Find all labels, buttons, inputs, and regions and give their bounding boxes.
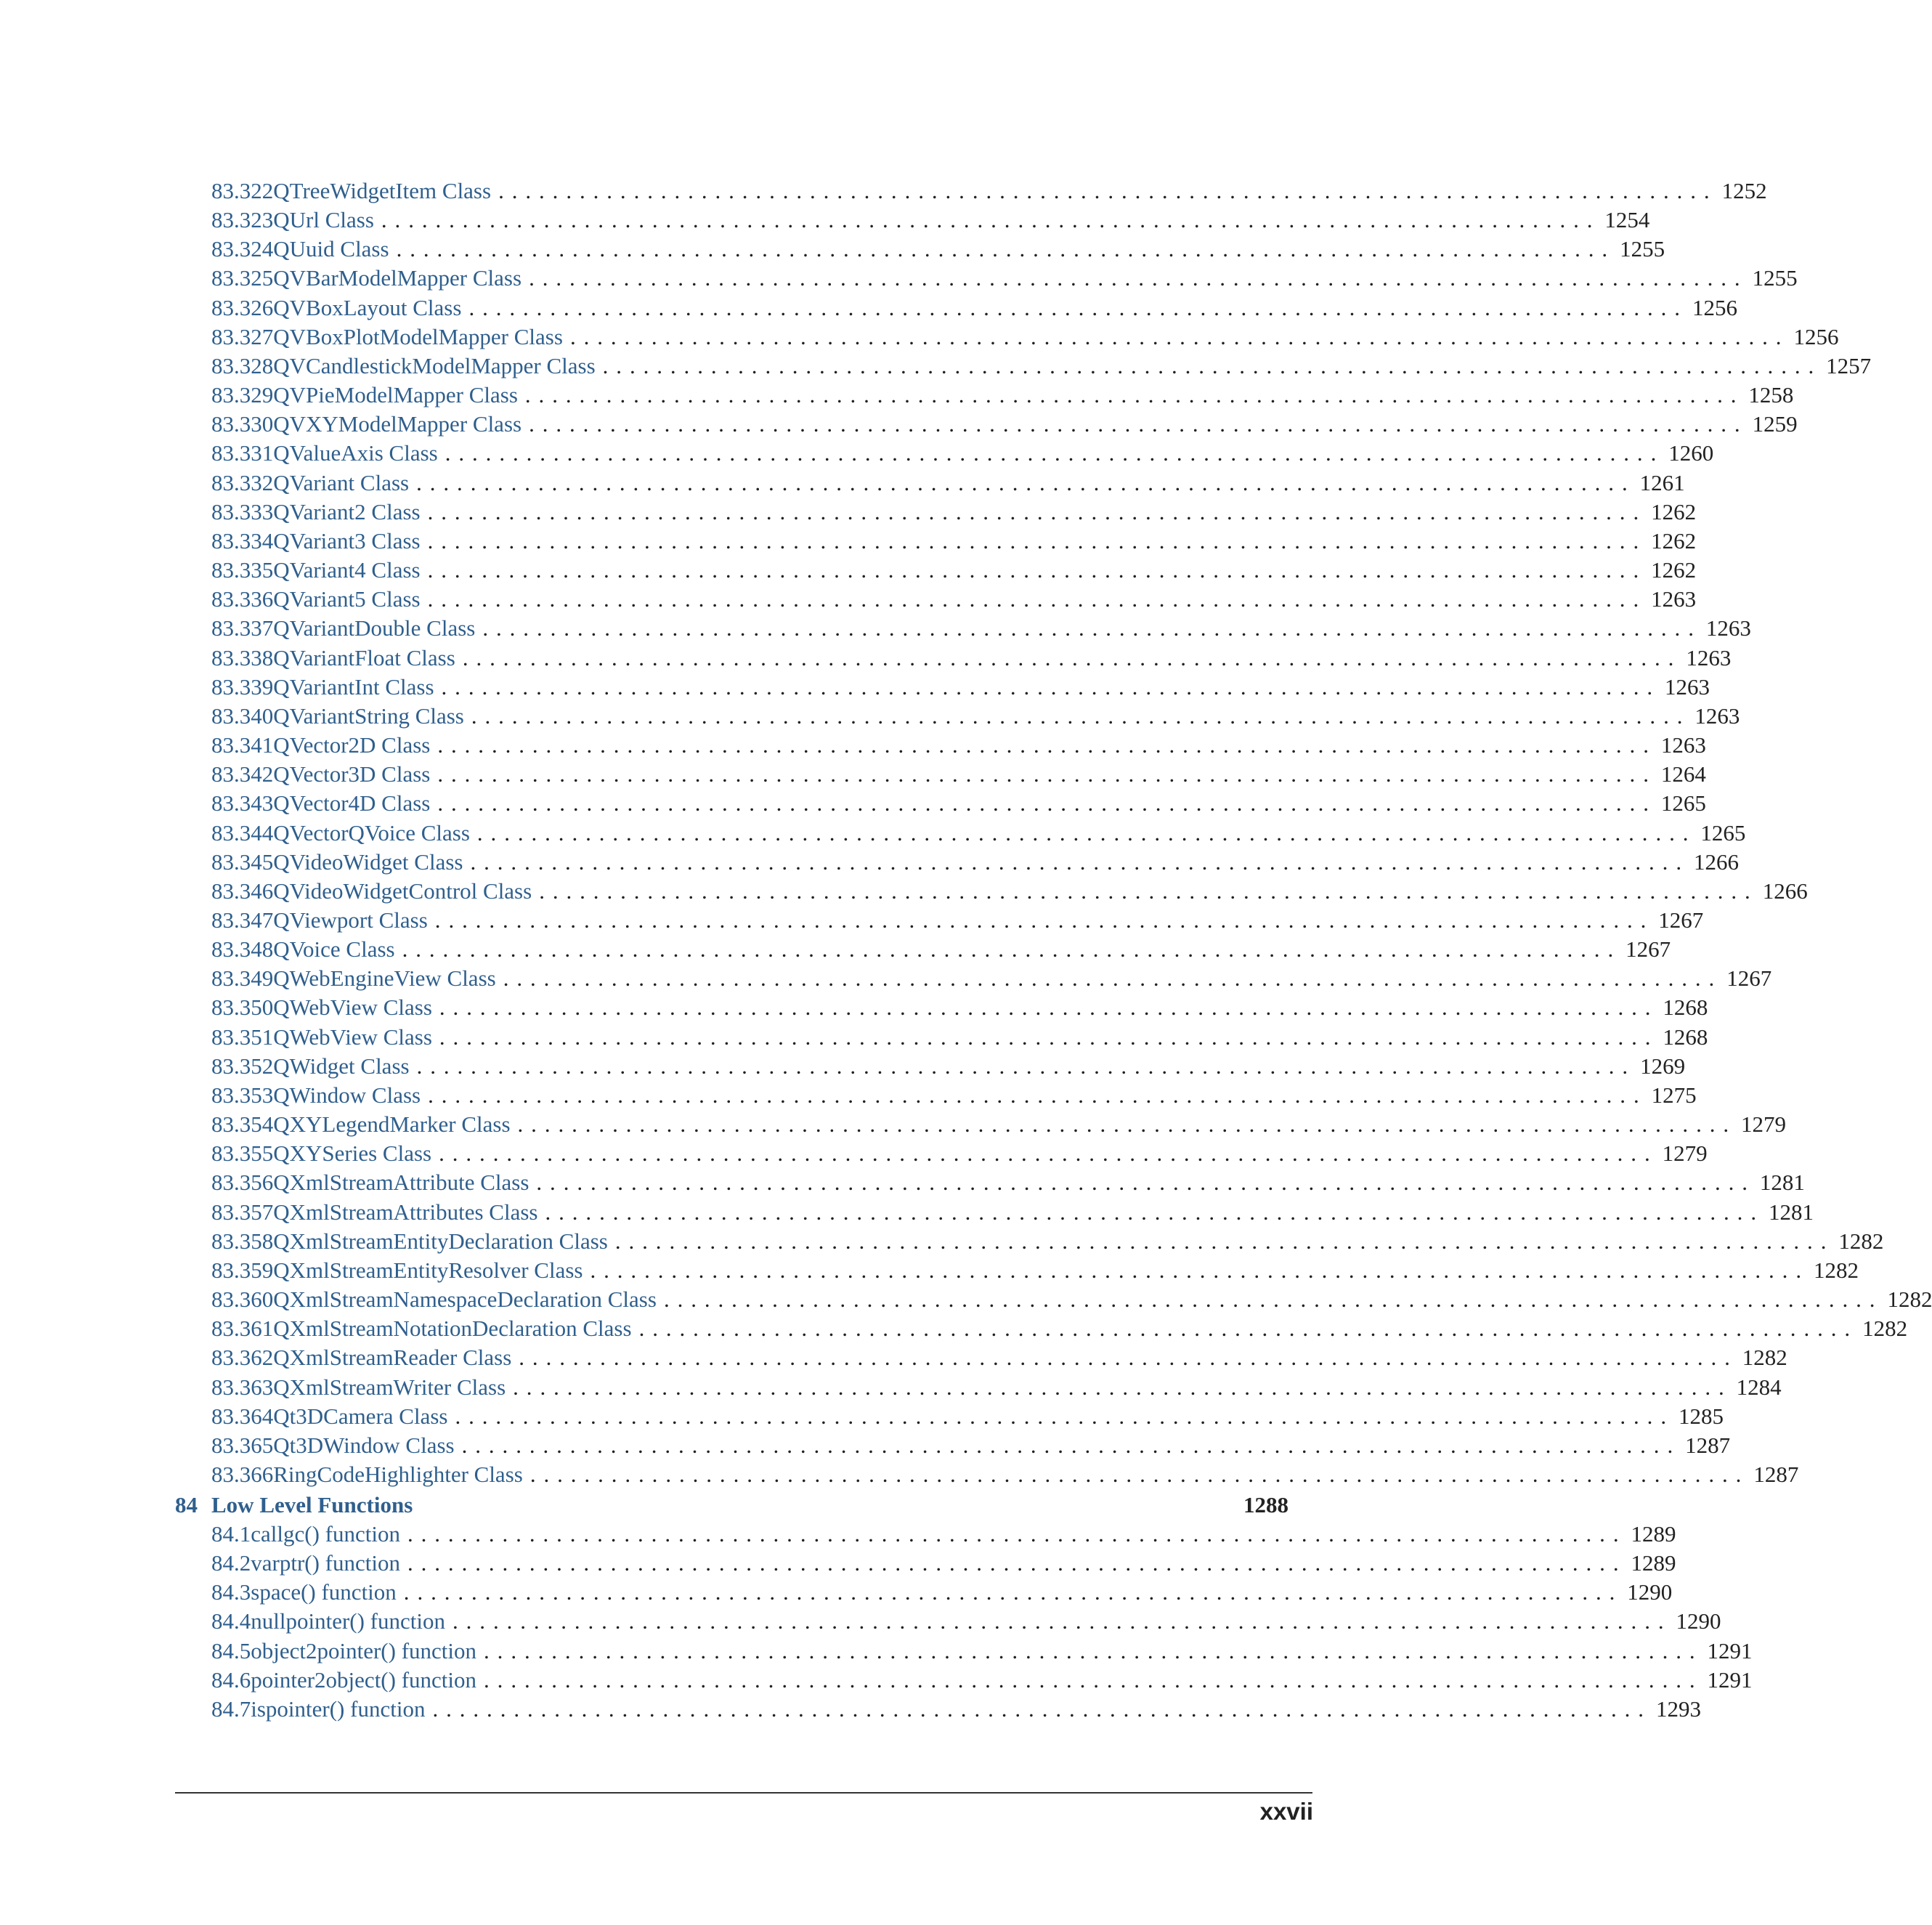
dot-leader: ..........................................................................................: [445, 440, 1665, 466]
dot-leader: ..........................................................................................: [439, 1140, 1658, 1167]
toc-entry-title: QVariant5 Class: [273, 586, 421, 612]
toc-entry-page: 1291: [1707, 1666, 1753, 1693]
dot-leader: ..........................................................................................: [434, 907, 1655, 933]
toc-entry-page: 1285: [1678, 1403, 1724, 1429]
toc-entry-page: 1263: [1705, 615, 1751, 641]
toc-entry-page: 1263: [1660, 732, 1706, 758]
toc-entry[interactable]: [211, 410, 1798, 439]
toc-entry-title: QVoice Class: [273, 936, 395, 962]
toc-entry-title: QWebView Class: [273, 994, 432, 1021]
toc-entry-title: pointer2object() function: [251, 1666, 477, 1693]
toc-entry-title: callgc() function: [251, 1521, 400, 1547]
toc-entry-page: 1287: [1685, 1432, 1731, 1458]
toc-entry-title: QUuid Class: [273, 236, 389, 262]
toc-entry[interactable]: [211, 1023, 1708, 1052]
toc-entry-number: 83.346: [211, 878, 274, 904]
toc-entry-title: QVariantString Class: [273, 702, 464, 729]
toc-entry-title: QVXYModelMapper Class: [273, 411, 522, 437]
dot-leader: ..........................................................................................: [529, 1462, 1750, 1488]
toc-entry-page: 1279: [1662, 1140, 1708, 1167]
dot-leader: ..........................................................................................: [416, 469, 1636, 495]
dot-leader: ..........................................................................................: [590, 1257, 1809, 1283]
toc-entry-number: 83.361: [211, 1316, 274, 1342]
dot-leader: ..........................................................................................: [437, 761, 1657, 787]
toc-entry-number: 83.330: [211, 411, 274, 437]
dot-leader: ..........................................................................................: [513, 1374, 1732, 1400]
toc-entry[interactable]: [211, 1198, 1814, 1227]
dot-leader: ..........................................................................................: [437, 732, 1657, 758]
toc-entry-number: 83.329: [211, 382, 274, 408]
dot-leader: ..........................................................................................: [484, 1637, 1703, 1663]
toc-entry-page: 1275: [1651, 1082, 1697, 1108]
toc-entry-number: 84.5: [211, 1637, 251, 1663]
toc-entry-number: 83.350: [211, 994, 274, 1021]
toc-entry[interactable]: [211, 1227, 1884, 1256]
toc-entry-title: QVectorQVoice Class: [273, 819, 470, 846]
dot-leader: ..........................................................................................: [471, 702, 1691, 729]
toc-entry-page: 1290: [1676, 1608, 1721, 1634]
toc-entry-title: RingCodeHighlighter Class: [273, 1462, 523, 1488]
toc-entry-page: 1282: [1813, 1257, 1859, 1283]
toc-entry-number: 83.340: [211, 702, 274, 729]
toc-entry[interactable]: [211, 1285, 1932, 1314]
toc-entry-page: 1267: [1658, 907, 1704, 933]
toc-entry-number: 83.331: [211, 440, 274, 466]
toc-entry[interactable]: [211, 439, 1714, 468]
dot-leader: ..........................................................................................: [476, 819, 1697, 846]
dot-leader: ..........................................................................................: [452, 1608, 1672, 1634]
toc-entry-title: QVPieModelMapper Class: [273, 382, 518, 408]
toc-entry-page: 1282: [1838, 1228, 1884, 1254]
toc-entry-page: 1279: [1741, 1111, 1787, 1138]
toc-entry-number: 83.324: [211, 236, 274, 262]
toc-entry-title: QVariantFloat Class: [273, 644, 455, 670]
toc-entry-page: 1282: [1887, 1286, 1932, 1313]
toc-entry[interactable]: [211, 1256, 1859, 1285]
toc-entry[interactable]: [211, 1110, 1787, 1139]
toc-entry-title: QVideoWidget Class: [273, 848, 463, 875]
toc-entry-title: QXmlStreamWriter Class: [273, 1374, 506, 1400]
toc-entry-number: 83.328: [211, 352, 274, 378]
toc-entry-title: QVector3D Class: [273, 761, 431, 787]
toc-entry-page: 1263: [1694, 702, 1740, 729]
toc-entry[interactable]: [211, 1695, 1701, 1724]
toc-entry[interactable]: [211, 644, 1732, 673]
footer-page-number: xxvii: [1259, 1798, 1313, 1825]
toc-entry-title: ispointer() function: [251, 1695, 426, 1722]
toc-entry-number: 83.333: [211, 498, 274, 524]
toc-entry-number: 83.355: [211, 1140, 274, 1167]
toc-entry[interactable]: [211, 469, 1685, 498]
toc-entry-page: 1262: [1651, 527, 1697, 554]
toc-entry-number: 83.327: [211, 323, 274, 349]
dot-leader: ..........................................................................................: [529, 411, 1748, 437]
section-title: Low Level Functions: [211, 1492, 413, 1517]
toc-entry[interactable]: [211, 964, 1772, 993]
toc-entry-page: 1281: [1768, 1199, 1814, 1225]
toc-entry-number: 83.323: [211, 207, 274, 233]
toc-entry-title: QXmlStreamEntityDeclaration Class: [273, 1228, 608, 1254]
dot-leader: ..........................................................................................: [455, 1403, 1674, 1429]
dot-leader: ..........................................................................................: [437, 790, 1657, 816]
toc-entry-number: 83.363: [211, 1374, 274, 1400]
toc-entry-title: QVariantDouble Class: [273, 615, 476, 641]
toc-entry-number: 84.4: [211, 1608, 251, 1634]
toc-entry-number: 83.334: [211, 527, 274, 554]
toc-entry[interactable]: [211, 1520, 1676, 1549]
toc-entry-page: 1293: [1655, 1695, 1701, 1722]
toc-entry-title: QVBoxPlotModelMapper Class: [273, 323, 563, 349]
toc-entry-number: 83.344: [211, 819, 274, 846]
dot-leader: ..........................................................................................: [428, 1082, 1647, 1108]
toc-entry[interactable]: [211, 1666, 1753, 1695]
toc-entry[interactable]: [211, 1052, 1686, 1081]
dot-leader: ..........................................................................................: [441, 673, 1661, 700]
toc-entry-title: QVariant3 Class: [273, 527, 421, 554]
toc-entry-number: 83.325: [211, 265, 274, 291]
toc-entry-title: QVector2D Class: [273, 732, 431, 758]
dot-leader: ..........................................................................................: [498, 178, 1718, 203]
toc-entry-title: QVariant Class: [273, 469, 410, 495]
toc-entry-title: QVector4D Class: [273, 790, 431, 816]
toc-entry-page: 1266: [1693, 848, 1739, 875]
toc-entry[interactable]: [211, 993, 1708, 1022]
dot-leader: ..........................................................................................: [468, 294, 1688, 320]
toc-entry-number: 83.358: [211, 1228, 274, 1254]
toc-entry-number: 83.365: [211, 1432, 274, 1458]
toc-entry[interactable]: [211, 848, 1739, 877]
toc-entry-title: QXmlStreamAttribute Class: [273, 1170, 529, 1196]
toc-entry-title: QVariant2 Class: [273, 498, 421, 524]
toc-entry[interactable]: [211, 1549, 1676, 1578]
toc-entry-number: 83.349: [211, 965, 274, 992]
toc-entry-page: 1263: [1651, 586, 1697, 612]
toc-entry-page: 1256: [1793, 323, 1839, 349]
toc-entry[interactable]: [211, 906, 1704, 935]
toc-entry-page: 1265: [1700, 819, 1746, 846]
dot-leader: ..........................................................................................: [569, 323, 1790, 349]
dot-leader: ..........................................................................................: [407, 1521, 1627, 1547]
toc-entry-number: 83.345: [211, 848, 274, 875]
dot-leader: ..........................................................................................: [638, 1316, 1859, 1342]
toc-entry[interactable]: [211, 1637, 1753, 1666]
toc-entry[interactable]: [211, 1460, 1799, 1489]
toc-entry-page: 1281: [1759, 1170, 1805, 1196]
dot-leader: ..........................................................................................: [432, 1695, 1652, 1722]
toc-entry-number: 84.3: [211, 1579, 251, 1605]
dot-leader: ..........................................................................................: [503, 965, 1723, 992]
toc-entry[interactable]: [211, 527, 1697, 556]
toc-entry-page: 1282: [1862, 1316, 1908, 1342]
toc-entry-title: QXmlStreamEntityResolver Class: [273, 1257, 583, 1283]
toc-entry-number: 83.354: [211, 1111, 274, 1138]
toc-entry[interactable]: [211, 1314, 1908, 1343]
dot-leader: ..........................................................................................: [381, 207, 1601, 233]
toc-entry[interactable]: [211, 1607, 1721, 1636]
toc-entry-title: QUrl Class: [273, 207, 374, 233]
dot-leader: ..........................................................................................: [519, 1345, 1738, 1371]
toc-entry-page: 1268: [1663, 1024, 1708, 1050]
section-page: 1288: [1243, 1492, 1288, 1517]
toc-entry-number: 84.6: [211, 1666, 251, 1693]
toc-entry-title: QVideoWidgetControl Class: [273, 878, 532, 904]
toc-entry-title: nullpointer() function: [251, 1608, 445, 1634]
toc-entry-page: 1255: [1620, 236, 1665, 262]
toc-entry[interactable]: [211, 1343, 1787, 1372]
toc-entry-title: varptr() function: [251, 1550, 400, 1576]
toc-entry[interactable]: [211, 498, 1697, 527]
toc-entry-page: 1261: [1639, 469, 1685, 495]
dot-leader: ..........................................................................................: [416, 1053, 1636, 1079]
dot-leader: ..........................................................................................: [517, 1111, 1737, 1138]
toc-entry-page: 1267: [1726, 965, 1772, 992]
toc-entry[interactable]: [211, 235, 1665, 264]
toc-entry-number: 84.2: [211, 1550, 251, 1576]
toc-entry-title: QWindow Class: [273, 1082, 421, 1108]
toc-entry-title: QXmlStreamAttributes Class: [273, 1199, 538, 1225]
toc-entry-page: 1263: [1686, 644, 1732, 670]
toc-entry-title: Qt3DWindow Class: [273, 1432, 455, 1458]
toc-entry-page: 1267: [1625, 936, 1671, 962]
toc-entry-number: 83.356: [211, 1170, 274, 1196]
toc-entry[interactable]: [211, 731, 1706, 760]
dot-leader: ..........................................................................................: [396, 236, 1616, 262]
toc-entry-title: QXYLegendMarker Class: [273, 1111, 511, 1138]
toc-entry-number: 83.322: [211, 178, 274, 203]
toc-entry-page: 1256: [1692, 294, 1737, 320]
toc-entry-page: 1254: [1604, 207, 1650, 233]
toc-entry[interactable]: [211, 1168, 1805, 1197]
toc-entry[interactable]: [211, 381, 1794, 410]
dot-leader: ..........................................................................................: [524, 382, 1745, 408]
toc-entry[interactable]: [211, 323, 1839, 352]
dot-leader: ..........................................................................................: [427, 527, 1647, 554]
toc-entry-title: space() function: [251, 1579, 397, 1605]
toc-entry-number: 83.357: [211, 1199, 274, 1225]
toc-entry-page: 1252: [1721, 178, 1767, 203]
toc-entry[interactable]: [211, 1578, 1673, 1607]
toc-entry-title: QVariant4 Class: [273, 557, 421, 583]
toc-entry-number: 83.353: [211, 1082, 274, 1108]
toc-entry-title: QVBarModelMapper Class: [273, 265, 522, 291]
dot-leader: ..........................................................................................: [461, 1432, 1681, 1458]
dot-leader: ..........................................................................................: [403, 1579, 1623, 1605]
toc-entry-page: 1289: [1631, 1521, 1676, 1547]
toc-entry-title: QVCandlestickModelMapper Class: [273, 352, 596, 378]
toc-entry-number: 84.7: [211, 1695, 251, 1722]
toc-entry-number: 83.338: [211, 644, 274, 670]
toc-section-84[interactable]: [175, 1491, 1312, 1520]
toc-entry-title: QXmlStreamReader Class: [273, 1345, 512, 1371]
dot-leader: ..........................................................................................: [482, 615, 1702, 641]
toc-entry-page: 1282: [1742, 1345, 1787, 1371]
toc-entry[interactable]: [211, 760, 1706, 789]
dot-leader: ..........................................................................................: [462, 644, 1682, 670]
toc-entry-number: 83.364: [211, 1403, 274, 1429]
toc-entry-title: QXmlStreamNamespaceDeclaration Class: [273, 1286, 657, 1313]
toc-entry-title: QValueAxis Class: [273, 440, 438, 466]
toc-entry-page: 1260: [1668, 440, 1714, 466]
toc-entry-title: QViewport Class: [273, 907, 428, 933]
toc-entry[interactable]: [211, 177, 1767, 206]
toc-entry-page: 1255: [1752, 265, 1798, 291]
toc-entry-number: 83.360: [211, 1286, 274, 1313]
toc-entry-page: 1257: [1826, 352, 1872, 378]
toc-entry-page: 1258: [1748, 382, 1794, 408]
section-number: 84: [175, 1492, 198, 1517]
toc-entry-page: 1259: [1752, 411, 1798, 437]
toc-entry-title: QWebView Class: [273, 1024, 432, 1050]
toc-entry-page: 1269: [1640, 1053, 1686, 1079]
toc-entry[interactable]: [211, 1139, 1708, 1168]
toc-entry[interactable]: [211, 1373, 1782, 1402]
toc-entry-number: 83.347: [211, 907, 274, 933]
dot-leader: ..........................................................................................: [536, 1170, 1756, 1196]
toc-entry-page: 1262: [1651, 498, 1697, 524]
toc-entry-page: 1284: [1736, 1374, 1782, 1400]
toc-entry-title: object2pointer() function: [251, 1637, 477, 1663]
toc-entry-number: 83.348: [211, 936, 274, 962]
toc-entry-title: QWebEngineView Class: [273, 965, 496, 992]
toc-entry[interactable]: [211, 614, 1751, 643]
dot-leader: ..........................................................................................: [484, 1666, 1703, 1693]
toc-entry[interactable]: [211, 673, 1710, 702]
toc-entry[interactable]: [211, 935, 1671, 964]
toc-entry-number: 83.339: [211, 673, 274, 700]
toc-entry-number: 83.326: [211, 294, 274, 320]
toc-entry-title: QXYSeries Class: [273, 1140, 432, 1167]
toc-entry[interactable]: [211, 264, 1798, 293]
dot-leader: ..........................................................................................: [470, 848, 1689, 875]
dot-leader: ..........................................................................................: [545, 1199, 1764, 1225]
toc-entry-page: 1263: [1665, 673, 1710, 700]
dot-leader: ..........................................................................................: [529, 265, 1748, 291]
dot-leader: ..........................................................................................: [427, 557, 1647, 583]
toc-entry[interactable]: [211, 789, 1706, 818]
toc-entry-title: Qt3DCamera Class: [273, 1403, 448, 1429]
toc-entry-number: 83.351: [211, 1024, 274, 1050]
toc-entry[interactable]: [211, 1402, 1724, 1431]
dot-leader: ..........................................................................................: [439, 1024, 1659, 1050]
toc-entry-page: 1289: [1631, 1550, 1676, 1576]
toc-entry[interactable]: [211, 585, 1697, 614]
toc-entry-title: QVBoxLayout Class: [273, 294, 462, 320]
toc-entry-number: 84.1: [211, 1521, 251, 1547]
dot-leader: ..........................................................................................: [614, 1228, 1835, 1254]
toc-entry-page: 1268: [1663, 994, 1708, 1021]
toc-entry-number: 83.366: [211, 1462, 274, 1488]
toc-entry[interactable]: [211, 293, 1737, 323]
toc-entry-page: 1262: [1651, 557, 1697, 583]
toc-entry[interactable]: [211, 1081, 1697, 1110]
toc-entry-page: 1287: [1753, 1462, 1799, 1488]
toc-entry-number: 83.362: [211, 1345, 274, 1371]
toc-entry-number: 83.342: [211, 761, 274, 787]
toc-entry-title: QVariantInt Class: [273, 673, 434, 700]
toc-entry-number: 83.335: [211, 557, 274, 583]
toc-entry[interactable]: [211, 352, 1872, 381]
toc-entry[interactable]: [211, 206, 1650, 235]
dot-leader: ..........................................................................................: [539, 878, 1758, 904]
toc-entry-page: 1266: [1762, 878, 1808, 904]
toc-entry-number: 83.352: [211, 1053, 274, 1079]
toc-entry-page: 1264: [1660, 761, 1706, 787]
dot-leader: ..........................................................................................: [663, 1286, 1883, 1313]
toc-entry-number: 83.337: [211, 615, 274, 641]
toc-entry[interactable]: [211, 877, 1808, 906]
toc-entry-page: 1290: [1627, 1579, 1673, 1605]
footer-rule: [175, 1792, 1312, 1794]
toc-entry-number: 83.336: [211, 586, 274, 612]
toc-entry-title: QTreeWidgetItem Class: [273, 178, 492, 203]
dot-leader: ..........................................................................................: [439, 994, 1659, 1021]
toc-entry-page: 1291: [1707, 1637, 1753, 1663]
toc-entry-title: QWidget Class: [273, 1053, 410, 1079]
dot-leader: ..........................................................................................: [602, 352, 1822, 378]
toc-entry-number: 83.332: [211, 469, 274, 495]
toc-entry[interactable]: [211, 702, 1740, 731]
toc-entry-page: 1265: [1660, 790, 1706, 816]
dot-leader: ..........................................................................................: [427, 498, 1647, 524]
dot-leader: ..........................................................................................: [402, 936, 1622, 962]
toc-entry[interactable]: [211, 819, 1746, 848]
toc-entry-number: 83.343: [211, 790, 274, 816]
toc-entry-title: QXmlStreamNotationDeclaration Class: [273, 1316, 632, 1342]
toc-entry-number: 83.341: [211, 732, 274, 758]
toc-entry-number: 83.359: [211, 1257, 274, 1283]
dot-leader: ..........................................................................................: [427, 586, 1647, 612]
dot-leader: ..........................................................................................: [407, 1550, 1627, 1576]
toc-entry[interactable]: [211, 556, 1697, 585]
toc-entry[interactable]: [211, 1431, 1731, 1460]
